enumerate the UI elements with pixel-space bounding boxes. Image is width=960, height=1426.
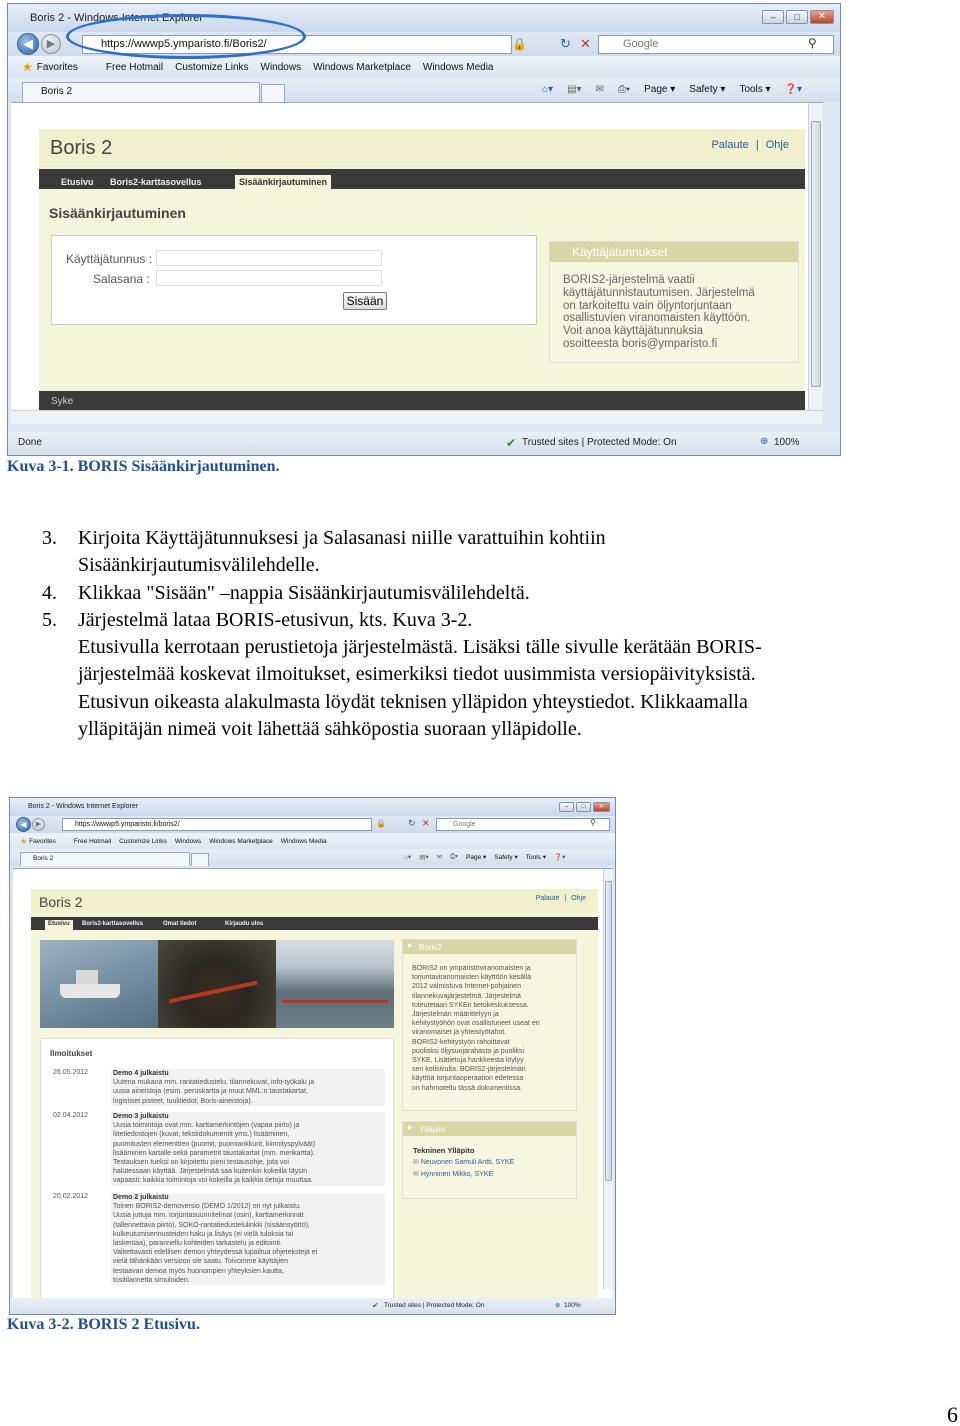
top-links — [536, 895, 586, 902]
news-line: Uusia juttuja mm. torjuntasuunnitelmat (osin), karttamerkinnät — [113, 1212, 304, 1220]
help-link[interactable]: Ohje — [765, 139, 789, 151]
nav-sisaankirjautuminen[interactable]: Sisäänkirjautuminen — [235, 175, 331, 193]
news-line: laskentaa), parannellu kohteiden tarkastelu ja editointi. — [113, 1240, 282, 1248]
news-date: 20.02.2012 — [53, 1193, 89, 1200]
tab-label: Boris 2 — [33, 855, 54, 862]
news-line: vielä tähänkään versioon ole saatu. Toivomme käyttäjien — [113, 1258, 288, 1266]
security-zone: Trusted sites | Protected Mode: On — [384, 1302, 485, 1309]
about-box — [402, 939, 577, 1111]
credentials-info-box — [549, 241, 799, 363]
stop-icon[interactable]: ✕ — [580, 36, 591, 51]
password-input[interactable] — [156, 270, 382, 286]
command-bar — [404, 853, 565, 861]
help-icon[interactable]: ❓▾ — [784, 84, 803, 95]
news-line: lisääminen kartalle sekä parametrit taustakartat (mm. merikartta). — [113, 1149, 315, 1157]
step-5-line-5 — [42, 716, 762, 743]
vertical-scrollbar[interactable] — [808, 103, 823, 411]
window-buttons — [559, 802, 610, 812]
support-subtitle: Tekninen Ylläpito — [413, 1146, 475, 1155]
tab-label: Boris 2 — [41, 86, 73, 97]
lock-icon: 🔒 — [512, 37, 527, 51]
support-contact-1[interactable] — [413, 1158, 514, 1166]
favorite-link-3[interactable]: Windows — [174, 837, 202, 845]
command-tools[interactable]: Tools ▾ — [525, 854, 546, 861]
refresh-icon[interactable]: ↻ — [560, 36, 571, 51]
close-button[interactable]: ✕ — [810, 10, 834, 24]
news-line: tositilannetta simuloiden. — [113, 1276, 190, 1284]
login-screenshot — [7, 3, 841, 456]
tab-bar — [8, 78, 840, 102]
about-line: tilannekuvajärjestelmä. Järjestelmä — [412, 992, 521, 1000]
news-body — [111, 1193, 385, 1285]
zoom-level[interactable]: 100% — [564, 1302, 581, 1309]
stop-icon[interactable]: ✕ — [422, 818, 430, 828]
step-text: Etusivun oikeasta alakulmasta löydät teknisen ylläpidon yhteystiedot. Klikkaamalla — [78, 690, 748, 713]
search-box[interactable] — [436, 818, 610, 831]
about-line: sen kotisivulta. BORIS2-järjestelmän — [412, 1066, 526, 1074]
news-item-title[interactable]: Demo 3 julkaistu — [113, 1113, 169, 1120]
nav-omat-tiedot[interactable]: Omat tiedot — [163, 921, 197, 927]
step-number: 5. — [42, 608, 57, 631]
command-page[interactable]: Page ▾ — [466, 854, 487, 861]
news-line: Testauksen tueksi on kirjoitettu pieni testausohje, jota voi — [113, 1159, 289, 1167]
favorite-link-2[interactable]: Customize Links — [119, 837, 167, 845]
tab-bar — [10, 849, 615, 866]
favorites-button[interactable]: Favorites — [29, 837, 56, 845]
info-line: käyttäjätunnistautumisen. Järjestelmä — [563, 286, 755, 299]
news-body — [111, 1112, 385, 1186]
info-text — [563, 274, 755, 351]
step-5-line-3 — [42, 661, 762, 688]
window-title: Boris 2 - Windows Internet Explorer — [28, 803, 139, 810]
support-title: Ylläpito — [419, 1125, 446, 1134]
home-icon[interactable]: ⌂▾ — [404, 854, 412, 861]
mail-icon: ✉ — [413, 1171, 419, 1178]
forward-button[interactable]: ▶ — [41, 34, 61, 54]
command-safety[interactable]: Safety ▾ — [494, 854, 518, 861]
feedback-link[interactable]: Palaute — [711, 139, 749, 151]
favorite-link-1[interactable]: Free Hotmail — [73, 837, 112, 845]
back-button[interactable]: ◀ — [16, 817, 31, 832]
news-date: 02.04.2012 — [53, 1112, 89, 1119]
address-text: https://wwwp5.ymparisto.fi/boris2/ — [75, 821, 180, 828]
about-line: torjuntaviranomaisten käyttöön kesällä — [412, 974, 532, 982]
password-label: Salasana : — [93, 272, 150, 286]
footer-text: Syke — [51, 396, 74, 407]
site-logo: Boris 2 — [50, 137, 113, 159]
help-icon[interactable]: ❓▾ — [554, 854, 566, 861]
photo-banner — [40, 940, 394, 1028]
title-bar — [10, 798, 615, 816]
support-contact-2[interactable] — [413, 1170, 493, 1178]
address-highlight-ellipse — [66, 14, 306, 59]
search-box[interactable] — [598, 35, 834, 54]
favorite-link-4[interactable]: Windows Marketplace — [313, 61, 411, 73]
nav-karttasovellus[interactable]: Boris2-karttasovellus — [82, 921, 144, 927]
login-submit-button[interactable] — [343, 292, 387, 310]
oil-photo — [158, 940, 276, 1028]
site-nav — [39, 169, 805, 189]
link-separator: | — [755, 139, 759, 151]
news-line: liitetiedostojen (kuvat, tekstidokumentit yms.) lisääminen, — [113, 1131, 290, 1139]
ship-cabin — [76, 970, 98, 984]
step-number: 3. — [42, 527, 57, 549]
about-line: BORIS2 on ympäristöviranomaisten ja — [412, 965, 531, 972]
about-line: BORIS2-kehitystyön rahoittavat — [412, 1038, 510, 1046]
favorites-bar — [8, 56, 840, 78]
nav-kirjaudu-ulos[interactable]: Kirjaudu ulos — [225, 921, 264, 927]
info-title: Käyttäjätunnukset — [572, 245, 668, 259]
favorite-link-3[interactable]: Windows — [260, 61, 302, 73]
username-label: Käyttäjätunnus : — [66, 252, 153, 266]
search-placeholder: Google — [453, 821, 476, 828]
lock-icon: 🔒 — [376, 819, 386, 828]
forward-button[interactable]: ▶ — [32, 818, 45, 831]
about-line: Järjestelmän määrittelyyn ja — [412, 1011, 499, 1019]
news-line: uusia aineistoja (esim. peruskartta ja muut MML:n taustakartat, — [113, 1088, 308, 1096]
news-date: 26.05.2012 — [53, 1069, 89, 1076]
new-tab-button[interactable] — [261, 84, 285, 102]
tab-boris2[interactable] — [22, 82, 260, 102]
news-line: Toinen BORIS2-demoversio (DEMO 1/2012) on nyt julkaistu. — [113, 1203, 301, 1211]
mail-icon[interactable]: ✉ — [595, 84, 604, 95]
about-line: puolisksi öljysuojarahasto ja puoliksi — [412, 1047, 525, 1055]
feeds-icon[interactable]: ▤▾ — [567, 84, 582, 95]
favorite-link-1[interactable]: Free Hotmail — [105, 61, 164, 73]
step-text: Kirjoita Käyttäjätunnuksesi ja Salasanasi niille varattuihin kohtiin — [78, 527, 606, 549]
about-text — [412, 964, 540, 1093]
tab-boris2[interactable] — [20, 852, 190, 866]
minimize-button[interactable]: – — [559, 802, 574, 812]
news-panel — [40, 1038, 394, 1298]
search-placeholder: Google — [623, 38, 659, 50]
command-safety[interactable]: Safety ▾ — [689, 84, 726, 95]
scroll-thumb[interactable] — [605, 881, 612, 1181]
about-line: kehitystyöhön ovat osallistuneet useat eri — [412, 1020, 540, 1028]
step-4-line-1 — [42, 580, 762, 607]
about-line: 2012 valmistuva Internet-pohjainen — [412, 983, 521, 991]
address-text: https://wwwp5.ymparisto.fi/Boris2/ — [101, 38, 267, 50]
horizontal-scrollbar[interactable] — [11, 410, 823, 424]
news-item-title[interactable]: Demo 4 julkaistu — [113, 1070, 169, 1077]
maximize-button[interactable]: □ — [576, 802, 591, 812]
news-line: halutessaan käyttää. Järjestelmää saa kuitenkin kokeilla täysin — [113, 1168, 308, 1176]
info-line: on tarkoitettu vain öljyntorjuntaan — [563, 299, 732, 312]
boom-line-2 — [282, 1000, 388, 1003]
support-arrow-icon: ▶ — [408, 1125, 413, 1131]
close-button[interactable]: ✕ — [593, 802, 610, 812]
command-tools[interactable]: Tools ▾ — [739, 84, 771, 95]
support-box — [402, 1121, 577, 1199]
ship-photo — [40, 940, 158, 1028]
mail-icon: ✉ — [413, 1159, 419, 1166]
news-line: vapaasti: kaikkia toimintoja voi kokeilla ja kaikkia tietoja muuttaa. — [113, 1177, 313, 1185]
step-text: Klikkaa "Sisään" –nappia Sisäänkirjautumisvälilehdeltä. — [78, 581, 530, 604]
step-text: Sisäänkirjautumisvälilehdelle. — [78, 554, 320, 577]
zoom-level[interactable]: 100% — [774, 437, 800, 448]
step-3-line-2 — [42, 552, 762, 579]
step-5-line-2 — [42, 634, 762, 661]
favorite-link-2[interactable]: Customize Links — [175, 61, 249, 73]
refresh-icon[interactable]: ↻ — [408, 818, 416, 828]
news-line: logistiset pisteet, tuulitiedot, Boris-aineistoja). — [113, 1097, 253, 1105]
command-bar — [542, 84, 802, 95]
figure-caption-1: Kuva 3-1. BORIS Sisäänkirjautuminen. — [7, 458, 280, 475]
feedback-link[interactable]: Palaute — [535, 895, 560, 902]
username-input[interactable] — [156, 250, 382, 266]
ship-shape — [60, 984, 120, 998]
info-line: osallistuvien viranomaisten käyttöön. — [563, 312, 751, 325]
step-3-line-1 — [42, 525, 762, 552]
coast-photo — [276, 940, 394, 1028]
page-viewport — [13, 868, 613, 1298]
status-text: Done — [18, 437, 42, 448]
frontpage-screenshot — [9, 797, 616, 1315]
info-line: Voit anoa käyttäjätunnuksia — [563, 325, 704, 338]
step-text: ylläpitäjän nimeä voit lähettää sähköpostia suoraan ylläpidolle. — [78, 718, 582, 741]
about-header — [403, 940, 576, 954]
boris-front-page — [31, 889, 598, 1298]
favorites-star-icon[interactable]: ★ — [20, 836, 28, 846]
help-link[interactable]: Ohje — [571, 895, 586, 902]
info-line: osoitteesta boris@ymparisto.fi — [563, 337, 718, 350]
contact-name[interactable]: Neuvonen Samuli Antti, SYKE — [420, 1159, 515, 1166]
minimize-button[interactable]: – — [762, 10, 784, 24]
zoom-icon[interactable]: ⊕ — [760, 436, 769, 447]
navigation-bar — [10, 816, 615, 833]
boris-login-page — [39, 129, 805, 413]
news-line: Valitettavasti edellisen demon yhteydessä lupailtua ohjetekstejä ei — [113, 1249, 318, 1257]
news-line: puomitusten elementtien (puomit, puomiankkurit, kiinnityspylväät) — [113, 1140, 316, 1148]
news-line: (tallennettava piirto), SOKO-rantatiedustelulinkki (sisäänsyöttö), — [113, 1221, 310, 1229]
link-separator: | — [564, 895, 567, 902]
news-body — [111, 1069, 385, 1106]
step-number: 4. — [42, 581, 57, 604]
feeds-icon[interactable]: ▤▾ — [419, 854, 429, 861]
boom-line — [169, 981, 258, 1004]
mail-icon[interactable]: ✉ — [436, 854, 443, 861]
news-line: Uusia toimintoja ovat mm. karttamerkintöjen (vapaa piirto) ja — [113, 1122, 300, 1130]
about-line: on hahmoteltu tässä dokumentissa. — [412, 1084, 523, 1092]
nav-etusivu[interactable]: Etusivu — [61, 177, 94, 187]
favorite-link-5[interactable]: Windows Media — [422, 61, 494, 73]
about-arrow-icon: ▶ — [408, 943, 413, 949]
maximize-button[interactable]: □ — [786, 10, 808, 24]
favorites-star-icon[interactable]: ★ — [22, 60, 33, 74]
trusted-check-icon: ✔ — [372, 1301, 379, 1310]
about-line: SYKE. Lisätietoja hankkeesta löytyy — [412, 1057, 524, 1065]
news-line: Uutena mukana mm. rantatiedustelu, tilannekuvat, info-työkalu ja — [113, 1079, 315, 1087]
page-title: Sisäänkirjautuminen — [49, 205, 186, 221]
step-text: Järjestelmä lataa BORIS-etusivun, kts. Kuva 3-2. — [78, 608, 473, 631]
back-button[interactable]: ◀ — [17, 33, 39, 55]
site-nav — [31, 917, 598, 930]
status-bar — [8, 432, 840, 454]
step-text: järjestelmää koskevat ilmoitukset, esimerkiksi tiedot uusimmista versiopäivityksistä. — [78, 663, 756, 686]
window-title: Boris 2 - Windows Internet Explorer — [30, 12, 204, 24]
step-5-line-4 — [42, 689, 762, 716]
submit-label: Sisään — [346, 294, 384, 308]
scroll-thumb[interactable] — [811, 121, 821, 387]
nav-etusivu[interactable]: Etusivu — [45, 920, 73, 930]
nav-karttasovellus[interactable]: Boris2-karttasovellus — [110, 177, 202, 187]
favorite-link-4[interactable]: Windows Marketplace — [209, 837, 273, 845]
contact-name[interactable]: Hynninen Mikko, SYKE — [420, 1171, 494, 1178]
search-icon[interactable]: ⚲ — [808, 36, 817, 50]
about-line: toteutetaan SYKEn tietokeskuksessa. — [412, 1001, 529, 1009]
home-icon[interactable]: ⌂▾ — [542, 84, 554, 95]
print-icon[interactable]: ⎙▾ — [617, 84, 631, 95]
news-item-title[interactable]: Demo 2 julkaistu — [113, 1194, 169, 1201]
trusted-check-icon: ✔ — [506, 436, 517, 450]
news-line: kulkeutumisennusteiden haku ja lisäys (ei vielä tuloksia tai — [113, 1230, 294, 1238]
about-title: Boris2 — [419, 943, 442, 952]
figure-caption-2: Kuva 3-2. BORIS 2 Etusivu. — [7, 1316, 200, 1333]
news-title: Ilmoitukset — [50, 1049, 93, 1058]
top-links — [711, 139, 789, 151]
news-line: testaavan demoa myös huonompien yhteyksien kautta, — [113, 1267, 284, 1275]
page-viewport — [11, 102, 823, 424]
login-form — [51, 235, 537, 325]
step-text: Etusivulla kerrotaan perustietoja järjestelmästä. Lisäksi tälle sivulle kerätään BORIS- — [78, 636, 762, 659]
page-number: 6 — [947, 1402, 958, 1426]
zoom-icon[interactable]: ⊕ — [555, 1302, 561, 1309]
about-line: käyttöä torjuntaoperaation edetessa — [412, 1075, 524, 1083]
site-header — [39, 129, 805, 167]
vertical-scrollbar[interactable] — [603, 869, 613, 1289]
step-5-line-1 — [42, 607, 762, 634]
support-header — [403, 1122, 576, 1136]
favorite-link-5[interactable]: Windows Media — [280, 837, 327, 845]
info-header — [550, 242, 798, 262]
site-logo: Boris 2 — [39, 894, 83, 910]
print-icon[interactable]: ⎙▾ — [450, 853, 458, 860]
about-line: viranomaiset ja yhteistyötahot. — [412, 1029, 507, 1037]
address-bar[interactable] — [62, 818, 372, 831]
security-zone: Trusted sites | Protected Mode: On — [522, 437, 677, 448]
favorites-bar — [10, 833, 615, 849]
search-icon[interactable]: ⚲ — [590, 818, 596, 827]
site-header — [31, 889, 598, 913]
status-bar — [10, 1298, 615, 1314]
window-buttons — [762, 10, 834, 24]
info-line: BORIS2-järjestelmä vaatii — [563, 274, 695, 286]
favorites-button[interactable]: Favorites — [36, 61, 78, 73]
new-tab-button[interactable] — [191, 853, 209, 866]
command-page[interactable]: Page ▾ — [644, 84, 676, 95]
instruction-steps — [42, 525, 762, 743]
